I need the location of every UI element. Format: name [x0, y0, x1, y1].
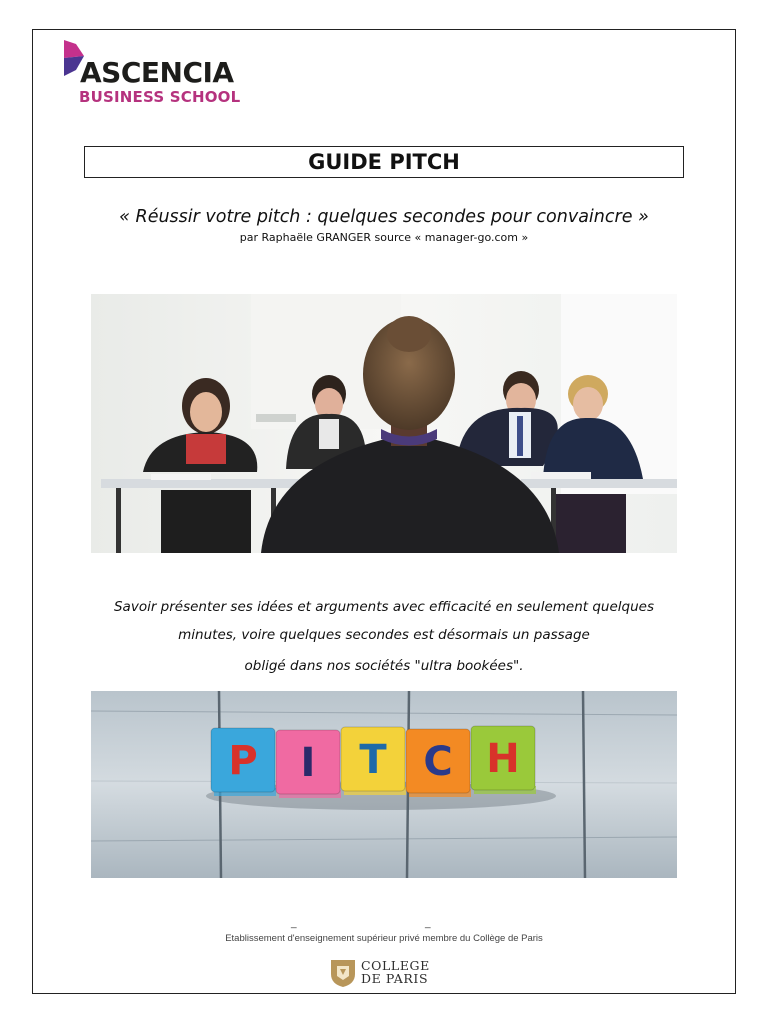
- intro-line: minutes, voire quelques secondes est désormais un passage: [178, 627, 590, 643]
- logo-subtitle: BUSINESS SCHOOL: [79, 88, 241, 106]
- document-subtitle: « Réussir votre pitch : quelques secondes pour convaincre »: [119, 207, 649, 227]
- pitch-blocks-photo: [91, 691, 677, 878]
- footer-dash-left: _: [291, 918, 297, 929]
- document-title: GUIDE PITCH: [308, 150, 460, 174]
- letter-block-h: [471, 726, 536, 794]
- title-box: [84, 146, 684, 178]
- letter-block-label: H: [486, 736, 520, 782]
- intro-line: Savoir présenter ses idées et arguments avec efficacité en seulement quelques: [113, 599, 655, 615]
- letter-block-label: C: [423, 739, 453, 785]
- footer-dash-right: _: [425, 918, 431, 929]
- letter-block-t: [341, 727, 406, 795]
- document-byline: par Raphaële GRANGER source « manager-go.com »: [239, 231, 529, 244]
- college-name-line1: COLLEGE: [361, 958, 430, 973]
- letter-block-p: [211, 728, 276, 796]
- logo-name: ASCENCIA: [80, 56, 234, 89]
- college-de-paris-logo: [330, 958, 442, 988]
- college-name-line2: DE PARIS: [361, 971, 429, 986]
- college-crest-icon: [330, 958, 356, 988]
- ascencia-logo: [62, 38, 262, 108]
- letter-block-i: [276, 730, 341, 798]
- letter-block-label: T: [359, 737, 387, 783]
- interview-photo: [91, 294, 677, 553]
- letter-block-label: I: [300, 740, 316, 786]
- footer-text: Etablissement d'enseignement supérieur privé membre du Collège de Paris: [225, 933, 543, 944]
- letter-block-c: [406, 729, 471, 797]
- letter-block-label: P: [228, 738, 258, 784]
- intro-paragraph: [0, 597, 768, 684]
- intro-line: obligé dans nos sociétés "ultra bookées".: [244, 658, 524, 674]
